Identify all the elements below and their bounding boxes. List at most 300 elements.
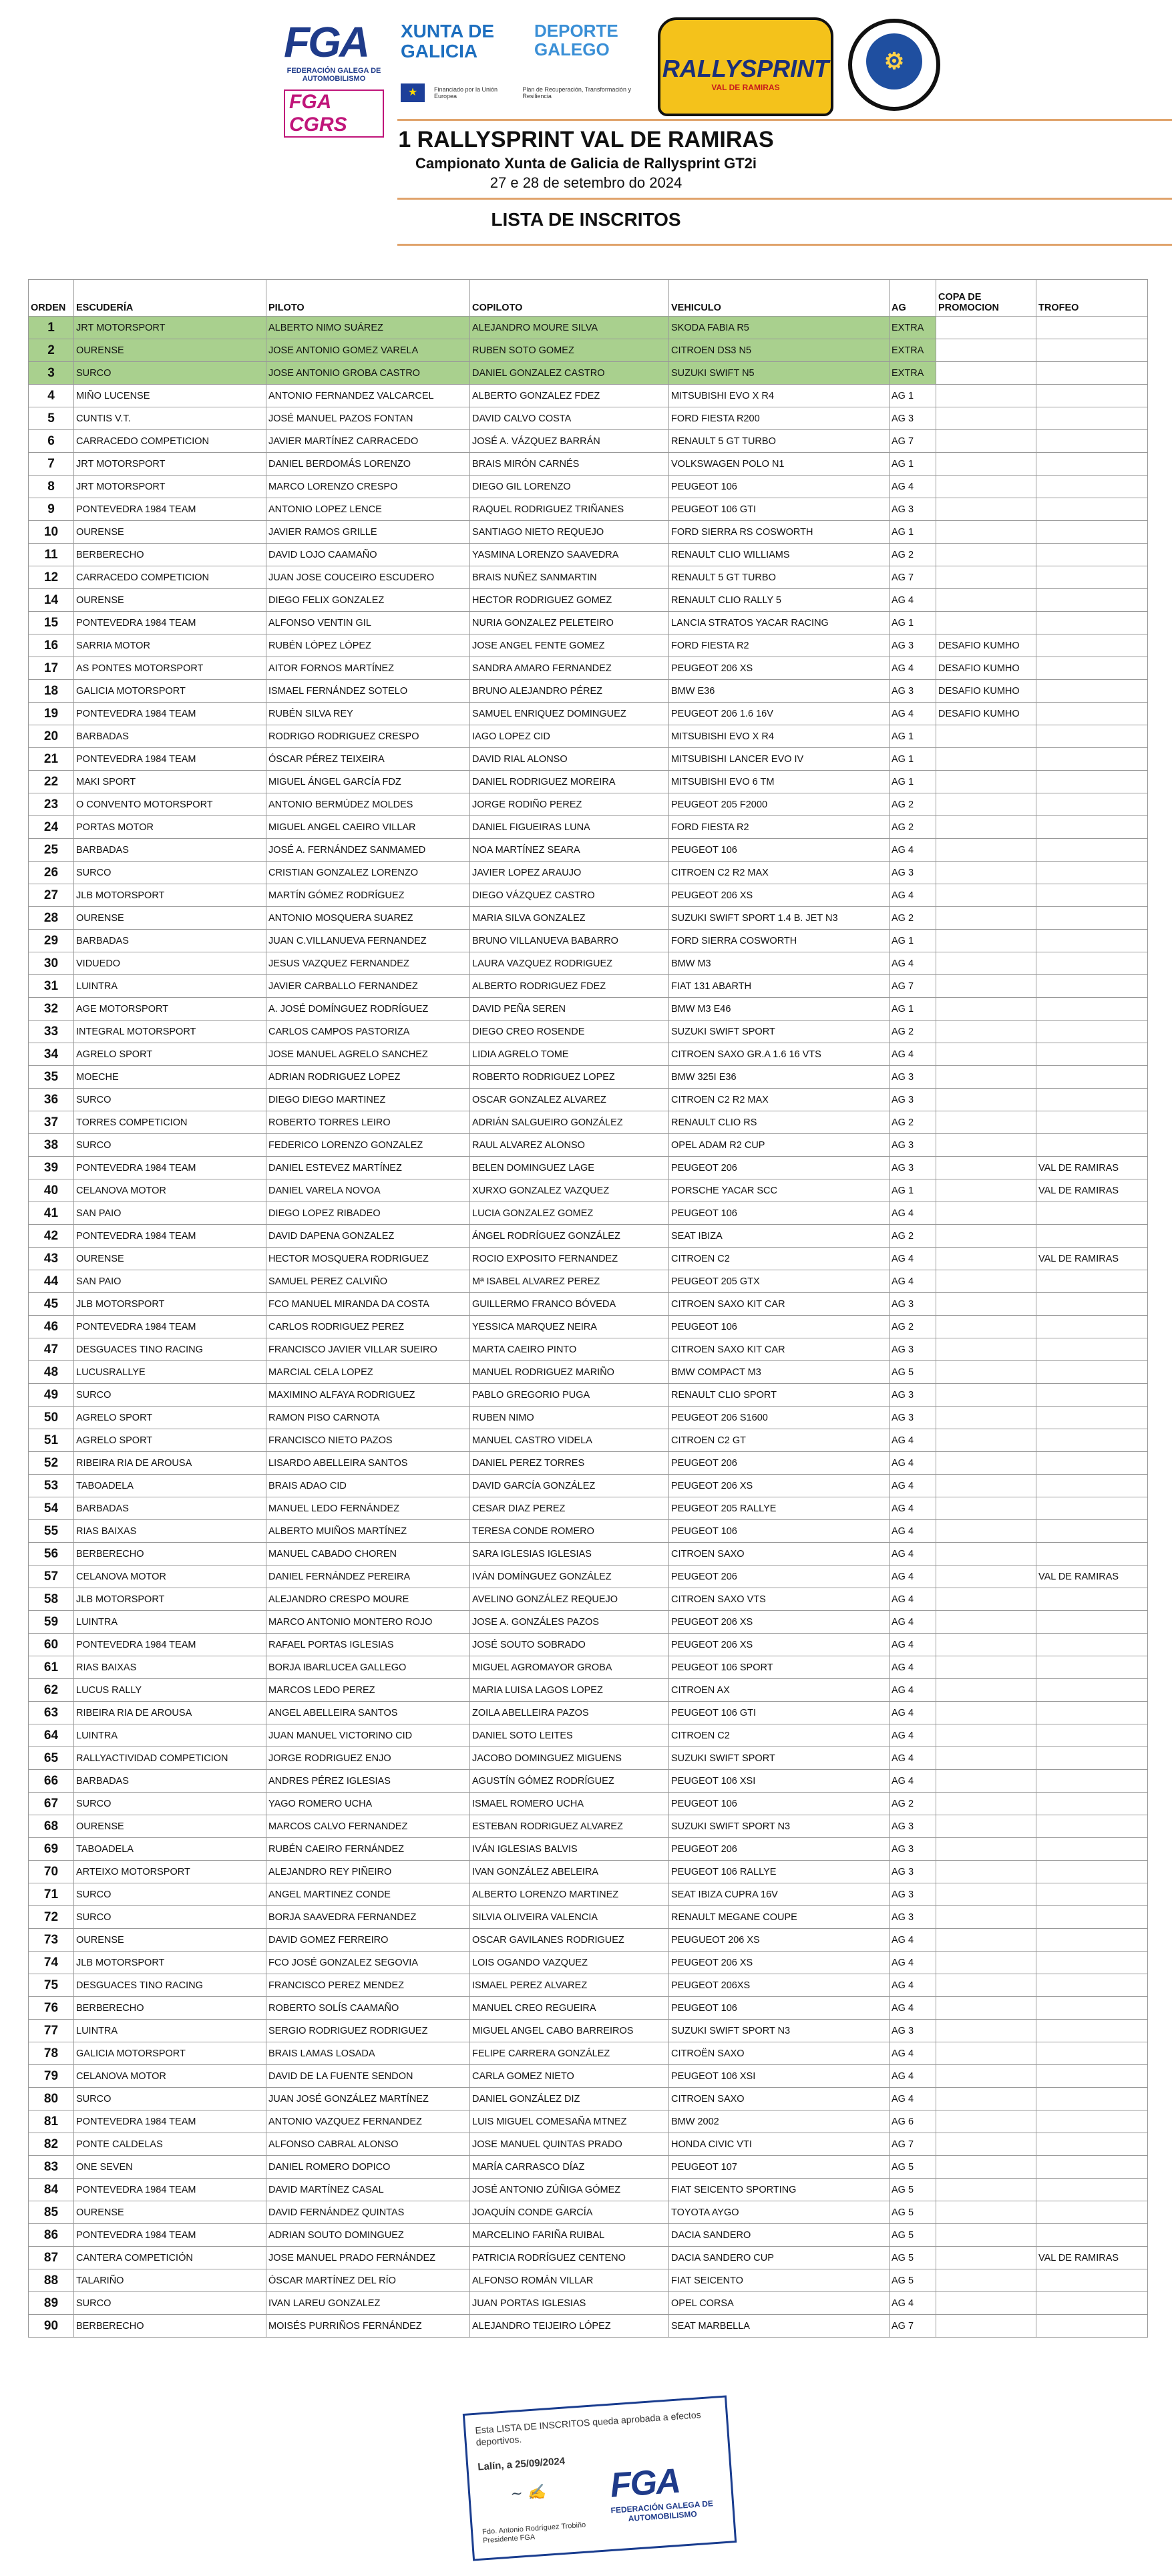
cell-trophy (1036, 1134, 1148, 1157)
cell-promo-cup (936, 1021, 1036, 1043)
cell-order: 32 (29, 998, 74, 1021)
cell-group: AG 2 (890, 1111, 936, 1134)
cell-team: OURENSE (74, 1248, 266, 1270)
cell-codriver: YESSICA MARQUEZ NEIRA (470, 1316, 669, 1338)
table-row (29, 1997, 1148, 2020)
cell-order: 69 (29, 1838, 74, 1861)
table-row (29, 1361, 1148, 1384)
cell-order: 46 (29, 1316, 74, 1338)
cell-team: SURCO (74, 1906, 266, 1929)
cell-trophy (1036, 2088, 1148, 2110)
cell-promo-cup (936, 2315, 1036, 2338)
col-header: ESCUDERÍA (74, 280, 266, 317)
cell-team: SURCO (74, 362, 266, 385)
cell-group: EXTRA (890, 317, 936, 339)
cell-driver: ROBERTO TORRES LEIRO (266, 1111, 470, 1134)
cell-vehicle: PEUGEOT 106 (669, 1997, 890, 2020)
cell-trophy (1036, 2224, 1148, 2247)
cell-team: LUCUS RALLY (74, 1679, 266, 1702)
cell-team: SARRIA MOTOR (74, 634, 266, 657)
cell-codriver: ALEJANDRO MOURE SILVA (470, 317, 669, 339)
table-row (29, 930, 1148, 952)
cell-vehicle: SEAT IBIZA CUPRA 16V (669, 1883, 890, 1906)
cell-vehicle: PEUGEOT 106 XSI (669, 1770, 890, 1793)
cell-vehicle: MITSUBISHI LANCER EVO IV (669, 748, 890, 771)
cell-order: 1 (29, 317, 74, 339)
table-row (29, 1452, 1148, 1475)
cell-driver: BORJA SAAVEDRA FERNANDEZ (266, 1906, 470, 1929)
cell-group: AG 5 (890, 2156, 936, 2179)
cell-promo-cup (936, 2247, 1036, 2269)
cell-trophy (1036, 362, 1148, 385)
table-row (29, 839, 1148, 862)
cell-promo-cup (936, 1747, 1036, 1770)
cell-codriver: BRAIS NUÑEZ SANMARTIN (470, 566, 669, 589)
table-row (29, 1384, 1148, 1407)
cell-group: AG 3 (890, 1134, 936, 1157)
cell-vehicle: PEUGEOT 106 GTI (669, 1702, 890, 1724)
cell-group: AG 2 (890, 544, 936, 566)
cell-promo-cup (936, 339, 1036, 362)
cell-codriver: BELEN DOMINGUEZ LAGE (470, 1157, 669, 1179)
cell-trophy (1036, 2110, 1148, 2133)
cell-vehicle: PEUGUEOT 206 XS (669, 1929, 890, 1952)
cell-driver: A. JOSÉ DOMÍNGUEZ RODRÍGUEZ (266, 998, 470, 1021)
cell-order: 17 (29, 657, 74, 680)
cell-codriver: LUIS MIGUEL COMESAÑA MTNEZ (470, 2110, 669, 2133)
cell-vehicle: PEUGEOT 106 GTI (669, 498, 890, 521)
cell-group: AG 1 (890, 725, 936, 748)
cell-vehicle: SUZUKI SWIFT SPORT (669, 1021, 890, 1043)
table-row (29, 339, 1148, 362)
cell-promo-cup (936, 1588, 1036, 1611)
cell-promo-cup: DESAFIO KUMHO (936, 703, 1036, 725)
cell-driver: ANTONIO BERMÚDEZ MOLDES (266, 793, 470, 816)
cell-vehicle: PEUGEOT 106 RALLYE (669, 1861, 890, 1883)
cell-trophy (1036, 1997, 1148, 2020)
cell-group: AG 3 (890, 1157, 936, 1179)
cell-promo-cup (936, 385, 1036, 407)
cell-team: MOECHE (74, 1066, 266, 1089)
cell-vehicle: PEUGEOT 206 XS (669, 657, 890, 680)
table-row (29, 703, 1148, 725)
cell-driver: DAVID FERNÁNDEZ QUINTAS (266, 2201, 470, 2224)
cell-order: 9 (29, 498, 74, 521)
cell-promo-cup (936, 2292, 1036, 2315)
cell-trophy (1036, 680, 1148, 703)
cell-promo-cup (936, 1111, 1036, 1134)
cell-trophy (1036, 2042, 1148, 2065)
cell-promo-cup (936, 816, 1036, 839)
table-row (29, 2201, 1148, 2224)
cell-order: 51 (29, 1429, 74, 1452)
cell-team: BERBERECHO (74, 2315, 266, 2338)
cell-promo-cup (936, 998, 1036, 1021)
cell-promo-cup (936, 589, 1036, 612)
cell-codriver: NURIA GONZALEZ PELETEIRO (470, 612, 669, 634)
cell-order: 63 (29, 1702, 74, 1724)
cell-driver: LISARDO ABELLEIRA SANTOS (266, 1452, 470, 1475)
cell-driver: DIEGO LOPEZ RIBADEO (266, 1202, 470, 1225)
cell-promo-cup (936, 930, 1036, 952)
cell-vehicle: PEUGEOT 205 F2000 (669, 793, 890, 816)
page-subtitle: Campionato Xunta de Galicia de Rallysprint GT2i (415, 155, 757, 172)
cell-driver: JUAN C.VILLANUEVA FERNANDEZ (266, 930, 470, 952)
cell-trophy (1036, 1679, 1148, 1702)
cell-order: 42 (29, 1225, 74, 1248)
cell-order: 3 (29, 362, 74, 385)
table-row (29, 2020, 1148, 2042)
cell-order: 19 (29, 703, 74, 725)
cell-codriver: DIEGO GIL LORENZO (470, 476, 669, 498)
cell-group: AG 4 (890, 1634, 936, 1656)
col-header: TROFEO (1036, 280, 1148, 317)
cell-team: ARTEIXO MOTORSPORT (74, 1861, 266, 1883)
cell-order: 16 (29, 634, 74, 657)
cell-driver: HECTOR MOSQUERA RODRIGUEZ (266, 1248, 470, 1270)
cell-promo-cup (936, 1974, 1036, 1997)
cell-team: PORTAS MOTOR (74, 816, 266, 839)
cell-promo-cup (936, 1316, 1036, 1338)
cell-order: 34 (29, 1043, 74, 1066)
cell-team: SAN PAIO (74, 1270, 266, 1293)
cell-group: AG 4 (890, 839, 936, 862)
table-row (29, 1338, 1148, 1361)
cell-order: 6 (29, 430, 74, 453)
cell-order: 27 (29, 884, 74, 907)
cell-promo-cup (936, 1293, 1036, 1316)
table-row (29, 771, 1148, 793)
table-row (29, 748, 1148, 771)
cell-group: AG 2 (890, 907, 936, 930)
fga-logo (284, 17, 384, 136)
cell-codriver: JOSÉ SOUTO SOBRADO (470, 1634, 669, 1656)
rally-sub: VAL DE RAMIRAS (711, 83, 780, 92)
table-row (29, 1043, 1148, 1066)
cell-vehicle: CITROEN SAXO KIT CAR (669, 1338, 890, 1361)
cell-team: OURENSE (74, 1929, 266, 1952)
cell-promo-cup (936, 725, 1036, 748)
cell-group: AG 4 (890, 1043, 936, 1066)
cell-driver: ADRIAN RODRIGUEZ LOPEZ (266, 1066, 470, 1089)
table-row (29, 1566, 1148, 1588)
cell-trophy (1036, 1952, 1148, 1974)
table-row (29, 725, 1148, 748)
cell-driver: ALBERTO NIMO SUÁREZ (266, 317, 470, 339)
cell-promo-cup (936, 453, 1036, 476)
cell-codriver: ÁNGEL RODRÍGUEZ GONZÁLEZ (470, 1225, 669, 1248)
cell-driver: FCO MANUEL MIRANDA DA COSTA (266, 1293, 470, 1316)
cell-driver: CARLOS RODRIGUEZ PEREZ (266, 1316, 470, 1338)
cell-driver: MARCOS CALVO FERNANDEZ (266, 1815, 470, 1838)
cell-promo-cup (936, 544, 1036, 566)
cell-promo-cup (936, 407, 1036, 430)
cell-group: AG 2 (890, 1021, 936, 1043)
cell-group: AG 3 (890, 1815, 936, 1838)
cell-codriver: BRUNO VILLANUEVA BABARRO (470, 930, 669, 952)
cell-codriver: RAUL ALVAREZ ALONSO (470, 1134, 669, 1157)
cell-group: AG 1 (890, 612, 936, 634)
cell-driver: DAVID MARTÍNEZ CASAL (266, 2179, 470, 2201)
cell-trophy (1036, 1883, 1148, 1906)
cell-team: OURENSE (74, 1815, 266, 1838)
cell-promo-cup (936, 612, 1036, 634)
cell-team: BARBADAS (74, 930, 266, 952)
cell-codriver: JORGE RODIÑO PEREZ (470, 793, 669, 816)
cell-team: LUINTRA (74, 2020, 266, 2042)
cell-codriver: JACOBO DOMINGUEZ MIGUENS (470, 1747, 669, 1770)
cell-promo-cup (936, 2088, 1036, 2110)
cell-team: OURENSE (74, 2201, 266, 2224)
table-row (29, 1475, 1148, 1497)
table-row (29, 2292, 1148, 2315)
cell-vehicle: BMW 2002 (669, 2110, 890, 2133)
cell-team: PONTEVEDRA 1984 TEAM (74, 2224, 266, 2247)
xunta-logo: XUNTA DE GALICIA (401, 21, 494, 61)
cell-codriver: MANUEL CREO REGUEIRA (470, 1997, 669, 2020)
table-row (29, 1293, 1148, 1316)
cell-vehicle: FORD FIESTA R2 (669, 634, 890, 657)
cell-team: TORRES COMPETICION (74, 1111, 266, 1134)
cell-team: PONTEVEDRA 1984 TEAM (74, 2179, 266, 2201)
cell-team: PONTEVEDRA 1984 TEAM (74, 498, 266, 521)
cell-promo-cup (936, 362, 1036, 385)
cell-order: 23 (29, 793, 74, 816)
cell-promo-cup: DESAFIO KUMHO (936, 634, 1036, 657)
table-row (29, 1656, 1148, 1679)
cell-order: 49 (29, 1384, 74, 1407)
table-row (29, 1179, 1148, 1202)
cell-vehicle: RENAULT CLIO RALLY 5 (669, 589, 890, 612)
cell-codriver: RUBEN NIMO (470, 1407, 669, 1429)
cell-team: LUINTRA (74, 1611, 266, 1634)
cell-promo-cup (936, 862, 1036, 884)
table-row (29, 1906, 1148, 1929)
cell-trophy (1036, 952, 1148, 975)
cell-vehicle: BMW M3 E46 (669, 998, 890, 1021)
cell-order: 38 (29, 1134, 74, 1157)
cell-driver: BORJA IBARLUCEA GALLEGO (266, 1656, 470, 1679)
cell-group: AG 3 (890, 1407, 936, 1429)
cell-team: BERBERECHO (74, 1997, 266, 2020)
cell-codriver: DAVID RIAL ALONSO (470, 748, 669, 771)
cell-codriver: BRAIS MIRÓN CARNÉS (470, 453, 669, 476)
cell-codriver: RAQUEL RODRIGUEZ TRIÑANES (470, 498, 669, 521)
table-row (29, 612, 1148, 634)
cell-promo-cup (936, 907, 1036, 930)
cell-group: AG 7 (890, 2133, 936, 2156)
cell-driver: JOSÉ A. FERNÁNDEZ SANMAMED (266, 839, 470, 862)
cell-vehicle: PEUGEOT 206 (669, 1838, 890, 1861)
cell-vehicle: CITROËN SAXO (669, 2042, 890, 2065)
cell-trophy (1036, 1724, 1148, 1747)
table-row (29, 2133, 1148, 2156)
cell-trophy (1036, 589, 1148, 612)
cell-group: AG 5 (890, 2224, 936, 2247)
plan-text: Plan de Recuperación, Transformación y Resiliencia (522, 85, 631, 100)
cell-driver: CRISTIAN GONZALEZ LORENZO (266, 862, 470, 884)
cell-promo-cup (936, 771, 1036, 793)
cell-promo-cup: DESAFIO KUMHO (936, 657, 1036, 680)
cell-team: AGE MOTORSPORT (74, 998, 266, 1021)
cell-order: 18 (29, 680, 74, 703)
cell-order: 78 (29, 2042, 74, 2065)
cell-driver: DAVID DE LA FUENTE SENDON (266, 2065, 470, 2088)
cell-vehicle: LANCIA STRATOS YACAR RACING (669, 612, 890, 634)
cell-promo-cup (936, 1815, 1036, 1838)
table-row (29, 430, 1148, 453)
cell-promo-cup (936, 1407, 1036, 1429)
cell-vehicle: PEUGEOT 106 XSI (669, 2065, 890, 2088)
table-row (29, 498, 1148, 521)
cell-team: CUNTIS V.T. (74, 407, 266, 430)
table-row (29, 1021, 1148, 1043)
table-row (29, 1270, 1148, 1293)
cell-driver: YAGO ROMERO UCHA (266, 1793, 470, 1815)
cell-team: BARBADAS (74, 725, 266, 748)
cell-order: 39 (29, 1157, 74, 1179)
cell-promo-cup (936, 1202, 1036, 1225)
cell-codriver: DANIEL FIGUEIRAS LUNA (470, 816, 669, 839)
cell-team: RIAS BAIXAS (74, 1656, 266, 1679)
table-row (29, 1634, 1148, 1656)
cell-group: AG 3 (890, 1838, 936, 1861)
cell-team: JLB MOTORSPORT (74, 1952, 266, 1974)
cell-trophy (1036, 816, 1148, 839)
cell-group: AG 4 (890, 1588, 936, 1611)
fga-name: FEDERACIÓN GALEGA DE AUTOMOBILISMO (286, 67, 381, 83)
cell-group: AG 4 (890, 1202, 936, 1225)
eu-flag-icon: ★ (401, 83, 425, 102)
cell-trophy (1036, 544, 1148, 566)
cell-order: 55 (29, 1520, 74, 1543)
cell-order: 11 (29, 544, 74, 566)
col-header: ORDEN (29, 280, 74, 317)
cell-team: CELANOVA MOTOR (74, 2065, 266, 2088)
cell-codriver: MARÍA CARRASCO DÍAZ (470, 2156, 669, 2179)
cell-codriver: SAMUEL ENRIQUEZ DOMINGUEZ (470, 703, 669, 725)
cell-vehicle: PEUGEOT 206 (669, 1157, 890, 1179)
cell-team: PONTEVEDRA 1984 TEAM (74, 1316, 266, 1338)
cell-vehicle: FORD SIERRA COSWORTH (669, 930, 890, 952)
cell-codriver: JOSE A. GONZÁLES PAZOS (470, 1611, 669, 1634)
cell-order: 89 (29, 2292, 74, 2315)
cell-order: 60 (29, 1634, 74, 1656)
cell-vehicle: BMW M3 (669, 952, 890, 975)
cell-vehicle: BMW COMPACT M3 (669, 1361, 890, 1384)
cell-group: AG 1 (890, 930, 936, 952)
cell-driver: DAVID DAPENA GONZALEZ (266, 1225, 470, 1248)
col-header: AG (890, 280, 936, 317)
cell-driver: MANUEL LEDO FERNÁNDEZ (266, 1497, 470, 1520)
cell-codriver: AGUSTÍN GÓMEZ RODRÍGUEZ (470, 1770, 669, 1793)
cell-trophy: VAL DE RAMIRAS (1036, 1248, 1148, 1270)
cell-codriver: ALBERTO RODRIGUEZ FDEZ (470, 975, 669, 998)
cell-driver: MARCO LORENZO CRESPO (266, 476, 470, 498)
cell-group: AG 4 (890, 1497, 936, 1520)
cell-driver: RUBÉN LÓPEZ LÓPEZ (266, 634, 470, 657)
cell-group: AG 4 (890, 1929, 936, 1952)
cell-codriver: IVÁN DOMÍNGUEZ GONZÁLEZ (470, 1566, 669, 1588)
cell-promo-cup (936, 1089, 1036, 1111)
cell-vehicle: PEUGEOT 106 SPORT (669, 1656, 890, 1679)
cell-codriver: DAVID CALVO COSTA (470, 407, 669, 430)
cell-codriver: IVAN GONZÁLEZ ABELEIRA (470, 1861, 669, 1883)
cell-group: AG 4 (890, 952, 936, 975)
cell-driver: JAVIER RAMOS GRILLE (266, 521, 470, 544)
cell-team: TABOADELA (74, 1838, 266, 1861)
cell-codriver: ALBERTO LORENZO MARTINEZ (470, 1883, 669, 1906)
table-row (29, 862, 1148, 884)
approval-stamp (463, 2395, 737, 2561)
cell-codriver: JOSE MANUEL QUINTAS PRADO (470, 2133, 669, 2156)
cell-driver: JUAN JOSÉ GONZÁLEZ MARTÍNEZ (266, 2088, 470, 2110)
cell-order: 40 (29, 1179, 74, 1202)
cell-team: TABOADELA (74, 1475, 266, 1497)
cell-order: 41 (29, 1202, 74, 1225)
cell-codriver: DIEGO CREO ROSENDE (470, 1021, 669, 1043)
cell-codriver: AVELINO GONZÁLEZ REQUEJO (470, 1588, 669, 1611)
cell-order: 29 (29, 930, 74, 952)
cell-order: 28 (29, 907, 74, 930)
cell-trophy (1036, 1656, 1148, 1679)
cell-team: INTEGRAL MOTORSPORT (74, 1021, 266, 1043)
table-row (29, 680, 1148, 703)
cell-order: 86 (29, 2224, 74, 2247)
cell-team: GALICIA MOTORSPORT (74, 2042, 266, 2065)
cell-promo-cup (936, 1883, 1036, 1906)
cell-trophy (1036, 1906, 1148, 1929)
cell-codriver: JOSÉ ANTONIO ZÚÑIGA GÓMEZ (470, 2179, 669, 2201)
cell-trophy (1036, 1793, 1148, 1815)
cell-vehicle: RENAULT MEGANE COUPE (669, 1906, 890, 1929)
cell-vehicle: PEUGEOT 106 (669, 1202, 890, 1225)
cell-group: AG 5 (890, 1361, 936, 1384)
cell-vehicle: PEUGEOT 205 RALLYE (669, 1497, 890, 1520)
cell-vehicle: CITROEN SAXO KIT CAR (669, 1293, 890, 1316)
cell-promo-cup (936, 566, 1036, 589)
cell-group: AG 1 (890, 453, 936, 476)
cell-team: PONTEVEDRA 1984 TEAM (74, 703, 266, 725)
cell-promo-cup (936, 1906, 1036, 1929)
cell-group: AG 3 (890, 634, 936, 657)
cell-order: 73 (29, 1929, 74, 1952)
cell-driver: ADRIAN SOUTO DOMINGUEZ (266, 2224, 470, 2247)
cell-trophy (1036, 566, 1148, 589)
cell-trophy (1036, 907, 1148, 930)
cell-order: 7 (29, 453, 74, 476)
table-row (29, 1429, 1148, 1452)
cell-driver: MIGUEL ANGEL CAEIRO VILLAR (266, 816, 470, 839)
cell-codriver: PABLO GREGORIO PUGA (470, 1384, 669, 1407)
table-header-row (29, 280, 1148, 317)
cell-group: AG 7 (890, 2315, 936, 2338)
cell-vehicle: SUZUKI SWIFT SPORT N3 (669, 2020, 890, 2042)
cell-promo-cup (936, 1066, 1036, 1089)
escuderia-seal-logo (848, 19, 940, 111)
cell-trophy (1036, 1338, 1148, 1361)
col-header: VEHICULO (669, 280, 890, 317)
cell-driver: ALEJANDRO CRESPO MOURE (266, 1588, 470, 1611)
cell-promo-cup (936, 2020, 1036, 2042)
cell-order: 67 (29, 1793, 74, 1815)
seal-inner: ⚙ (866, 33, 922, 89)
table-row (29, 1724, 1148, 1747)
cell-trophy: VAL DE RAMIRAS (1036, 1566, 1148, 1588)
entry-list-table (28, 279, 1148, 2338)
cell-trophy (1036, 1043, 1148, 1066)
cell-driver: ANTONIO LOPEZ LENCE (266, 498, 470, 521)
